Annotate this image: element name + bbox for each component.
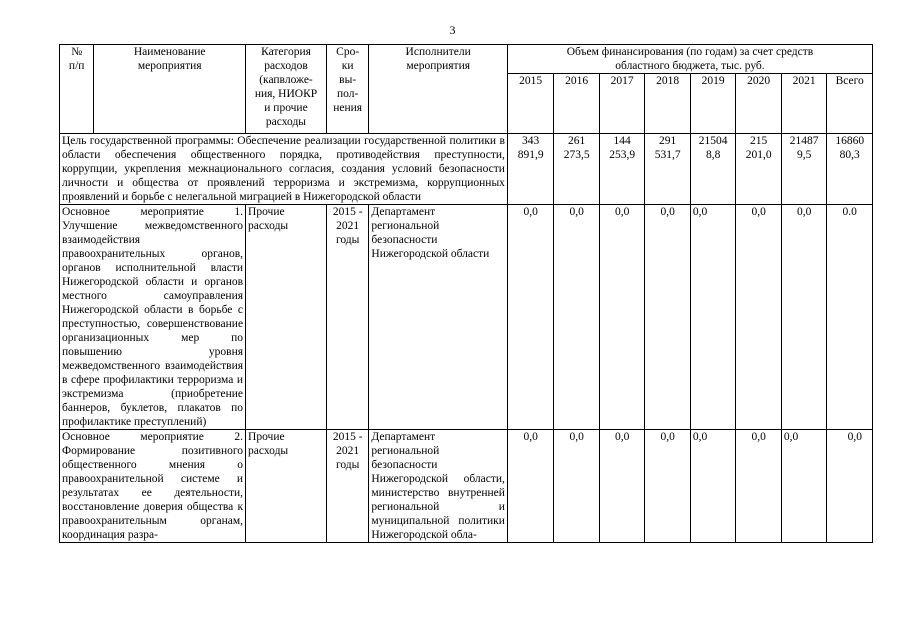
header-terms: Сро- ки вы- пол- нения (326, 45, 368, 134)
year-header: 2017 (599, 74, 645, 134)
year-header: Всего (827, 74, 873, 134)
measure-category: Прочие расходы (246, 430, 327, 543)
goal-row (60, 134, 873, 205)
goal-value: 291 531,7 (645, 134, 691, 205)
measure-value: 0,0 (645, 205, 691, 430)
measure-value: 0,0 (736, 205, 782, 430)
header-name: Наименование мероприятия (94, 45, 246, 134)
measure-value: 0,0 (781, 430, 827, 543)
goal-value: 21504 8,8 (690, 134, 736, 205)
header-row (60, 45, 873, 74)
measure-terms: 2015 - 2021 годы (326, 205, 368, 430)
goal-value: 21487 9,5 (781, 134, 827, 205)
funding-table (59, 44, 873, 543)
measure-value: 0,0 (645, 430, 691, 543)
goal-value: 144 253,9 (599, 134, 645, 205)
measure-value: 0,0 (507, 430, 554, 543)
year-header: 2021 (781, 74, 827, 134)
table-row (60, 205, 873, 430)
measure-value: 0,0 (736, 430, 782, 543)
goal-value: 16860 80,3 (827, 134, 873, 205)
measure-value: 0.0 (827, 205, 873, 430)
header-executors: Исполнители мероприятия (369, 45, 508, 134)
goal-value: 261 273,5 (554, 134, 600, 205)
header-num: № п/п (60, 45, 94, 134)
measure-category: Прочие расходы (246, 205, 327, 430)
measure-value: 0,0 (507, 205, 554, 430)
measure-value: 0,0 (827, 430, 873, 543)
measure-name: Основное мероприятие 1. Улучшение межведомственного взаимодействия правоохранительных органов, органов исполнительной власти Нижегородской области и органов местного самоуправления Нижегородской области в борьбе с преступностью, совершенствование организационных мер по повышению уровня межведомственного взаимодействия в сфере профилактики терроризма и экстремизма (приобретение баннеров, буклетов, плакатов по профилактике преступлений) (60, 205, 246, 430)
year-header: 2015 (507, 74, 554, 134)
measure-value: 0,0 (599, 205, 645, 430)
year-header: 2019 (690, 74, 736, 134)
measure-value: 0,0 (599, 430, 645, 543)
measure-name: Основное мероприятие 2. Формирование позитивного общественного мнения о правоохранительной системе и результатах ее деятельности, восстановление доверия общества к правоохранительным органам, координация разра- (60, 430, 246, 543)
measure-value: 0,0 (554, 430, 600, 543)
goal-text: Цель государственной программы: Обеспечение реализации государственной политики в области обеспечения общественного порядка, противодействия преступности, коррупции, укрепления межнационального согласия, создания условий безопасности личности и общества от проявлений терроризма и экстремизма, коррупционных проявлений и борьбе с нелегальной миграцией в Нижегородской области (60, 134, 508, 205)
measure-value: 0,0 (690, 205, 736, 430)
table-row (60, 430, 873, 543)
goal-value: 343 891,9 (507, 134, 554, 205)
year-header: 2020 (736, 74, 782, 134)
header-category: Категория расходов (капвложе- ния, НИОКР и прочие расходы (246, 45, 327, 134)
measure-value: 0,0 (554, 205, 600, 430)
measure-value: 0,0 (781, 205, 827, 430)
measure-value: 0,0 (690, 430, 736, 543)
goal-value: 215 201,0 (736, 134, 782, 205)
year-header: 2018 (645, 74, 691, 134)
measure-executors: Департамент региональной безопасности Нижегородской области, министерство внутренней региональной и муниципальной политики Нижегородской обла- (369, 430, 508, 543)
page-number: 3 (449, 23, 456, 37)
measure-terms: 2015 - 2021 годы (326, 430, 368, 543)
measure-executors: Департамент региональной безопасности Нижегородской области (369, 205, 508, 430)
year-header: 2016 (554, 74, 600, 134)
header-funding: Объем финансирования (по годам) за счет средств областного бюджета, тыс. руб. (507, 45, 872, 74)
